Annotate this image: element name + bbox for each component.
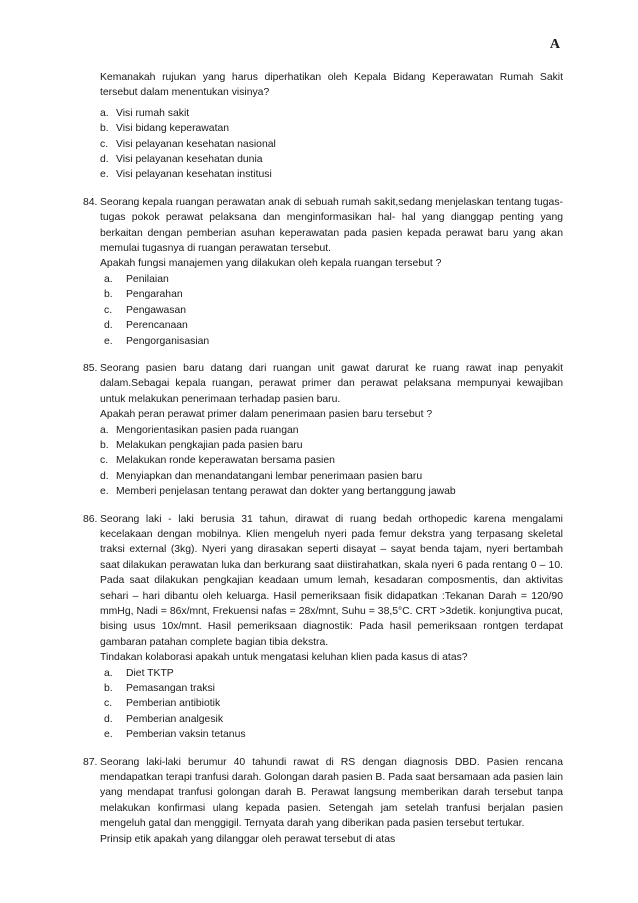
option-list: [100, 423, 563, 500]
question-84: [83, 195, 563, 349]
option-c: c. Melakukan ronde keperawatan bersama pasien: [100, 455, 335, 467]
question-stem: Kemanakah rujukan yang harus diperhatikan oleh Kepala Bidang Keperawatan Rumah Sakit tersebut dalam menentukan visinya?: [100, 72, 563, 99]
question-prompt: Apakah fungsi manajemen yang dilakukan oleh kepala ruangan tersebut ?: [100, 258, 442, 270]
option-list: [100, 272, 563, 349]
question-stem: Seorang laki - laki berusia 31 tahun, dirawat di ruang bedah orthopedic karena mengalami kecelakaan dengan mobilnya. Klien mengeluh nyeri pada femur dekstra yang terpasang skeletal traksi external (3kg). Nyeri yang dirasakan seperti disayat – sayat benda tajam, nyeri bertambah saat dilakukan perawatan luka dan berkurang saat diistirahatkan, skala nyeri 6 pada rentang 0 – 10. Pada saat dilakukan pengkajian keadaan umum lemah, kesadaran composmentis, dan aktivitas sehari – hari dibantu oleh keluarga. Hasil pemeriksaan fisik didapatkan :Tekanan Darah = 120/90 mmHg, Nadi = 86x/mnt, Frekuensi nafas = 28x/mnt, Suhu = 38,5°C. CRT >3detik. konjungtiva pucat, bising usus 10x/mnt. Hasil pemeriksaan diagnostik: Pada hasil pemeriksaan rontgen terdapat gambaran patahan complete bagian tibia dekstra.: [100, 513, 563, 648]
option-e: e. Memberi penjelasan tentang perawat dan dokter yang bertanggung jawab: [100, 486, 456, 498]
option-e: e. Pengorganisasian: [104, 335, 210, 347]
option-list: [100, 666, 563, 743]
option-c: c. Pengawasan: [104, 304, 187, 316]
question-number: 87.: [83, 756, 98, 768]
option-list: [100, 106, 563, 183]
option-d: d. Visi pelayanan kesehatan dunia: [100, 154, 263, 166]
option-c: c. Visi pelayanan kesehatan nasional: [100, 138, 276, 150]
option-e: e. Pemberian vaksin tetanus: [104, 729, 246, 741]
option-b: b. Pengarahan: [104, 289, 183, 301]
option-a: a. Diet TKTP: [104, 667, 174, 679]
page-header-letter: A: [549, 37, 560, 52]
option-a: a. Penilaian: [104, 273, 169, 285]
option-d: d. Menyiapkan dan menandatangani lembar penerimaan pasien baru: [100, 470, 423, 482]
question-87: [83, 755, 563, 847]
question-stem: Seorang pasien baru datang dari ruangan unit gawat darurat ke ruang rawat inap penyakit dalam.Sebagai kepala ruangan, perawat primer dan perawat pelaksana mempunyai kewajiban untuk melakukan penerimaan terhadap pasien baru.: [100, 362, 563, 405]
option-d: d. Perencanaan: [104, 320, 188, 332]
question-stem: Seorang kepala ruangan perawatan anak di sebuah rumah sakit,sedang menjelaskan tentang tugas-tugas pokok perawat pelaksana dan menginformasikan hal- hal yang dianggap penting yang berkaitan dengan pemberian asuhan keperawatan pada pasien kepada perawat baru yang akan memulai tugasnya di ruangan perawatan tersebut.: [100, 196, 563, 255]
option-e: e. Visi pelayanan kesehatan institusi: [100, 169, 272, 181]
option-b: b. Pemasangan traksi: [104, 683, 215, 695]
question-86: [83, 512, 563, 743]
question-prompt: Prinsip etik apakah yang dilanggar oleh perawat tersebut di atas: [100, 833, 396, 845]
question-number: 85.: [83, 362, 98, 374]
question-85: [83, 361, 563, 500]
question-prompt: Apakah peran perawat primer dalam penerimaan pasien baru tersebut ?: [100, 409, 433, 421]
option-d: d. Pemberian analgesik: [104, 713, 224, 725]
option-b: b. Visi bidang keperawatan: [100, 123, 230, 135]
question-number: 86.: [83, 513, 98, 525]
option-b: b. Melakukan pengkajian pada pasien baru: [100, 439, 303, 451]
option-c: c. Pemberian antibiotik: [104, 698, 221, 710]
question-prompt: Tindakan kolaborasi apakah untuk mengatasi keluhan klien pada kasus di atas?: [100, 652, 468, 664]
question-number: 84.: [83, 196, 98, 208]
option-a: a. Mengorientasikan pasien pada ruangan: [100, 424, 299, 436]
question-list: [83, 70, 563, 859]
question-stem: Seorang laki-laki berumur 40 tahundi rawat di RS dengan diagnosis DBD. Pasien rencana mendapatkan terapi tranfusi darah. Golongan darah pasien B. Pada saat bersamaan ada pasien lain yang mendapat tranfusi golongan darah B. Perawat langsung memberikan darah tersebut tanpa melakukan konfirmasi ulang kepada pasien. Setengah jam setelah tranfusi berjalan pasien mengeluh gatal dan menggigil. Ternyata darah yang diberikan pada pasien tersebut tertukar.: [100, 756, 563, 830]
option-a: a. Visi rumah sakit: [100, 107, 190, 119]
question-continued: [83, 70, 563, 183]
